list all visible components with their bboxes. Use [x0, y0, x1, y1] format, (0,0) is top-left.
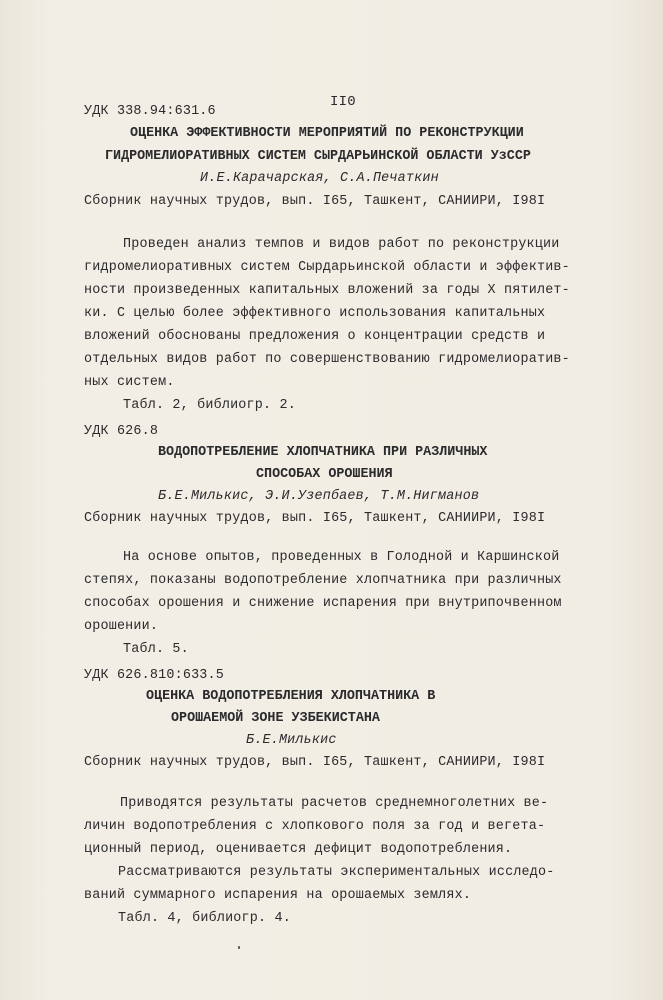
entry-title-line: ГИДРОМЕЛИОРАТИВНЫХ СИСТЕМ СЫРДАРЬИНСКОЙ ОБЛАСТИ УзССР: [105, 149, 531, 164]
abstract-line: способах орошения и снижение испарения при внутрипочвенном: [84, 596, 562, 611]
abstract-line: личин водопотребления с хлопкового поля за год и вегета-: [84, 819, 546, 834]
abstract-line: гидромелиоративных систем Сырдарьинской области и эффектив-: [84, 260, 570, 275]
entry-authors: Б.Е.Милькис: [246, 733, 337, 748]
entry-title-line: ОЦЕНКА ЭФФЕКТИВНОСТИ МЕРОПРИЯТИЙ ПО РЕКОНСТРУКЦИИ: [130, 126, 524, 141]
abstract-line: Проведен анализ темпов и видов работ по реконструкции: [123, 237, 560, 252]
abstract-line: ционный период, оценивается дефицит водопотребления.: [84, 842, 513, 857]
entry-authors: И.Е.Карачарская, С.А.Печаткин: [200, 171, 439, 186]
entry-authors: Б.Е.Милькис, Э.И.Узепбаев, Т.М.Нигманов: [158, 489, 480, 504]
entry-title-line: ОЦЕНКА ВОДОПОТРЕБЛЕНИЯ ХЛОПЧАТНИКА В: [146, 689, 436, 704]
entry-refs: Табл. 4, библиогр. 4.: [118, 911, 291, 926]
abstract-line: степях, показаны водопотребление хлопчатника при различных: [84, 573, 562, 588]
entry-title-line: ВОДОПОТРЕБЛЕНИЕ ХЛОПЧАТНИКА ПРИ РАЗЛИЧНЫХ: [158, 445, 488, 460]
udk-code: УДК 338.94:631.6: [84, 104, 216, 119]
scan-speck: [238, 946, 240, 949]
entry-refs: Табл. 2, библиогр. 2.: [123, 398, 296, 413]
abstract-line: вложений обоснованы предложения о концентрации средств и: [84, 329, 546, 344]
entry-source: Сборник научных трудов, вып. I65, Ташкент, САНИИРИ, I98I: [84, 511, 546, 526]
abstract-line: На основе опытов, проведенных в Голодной и Каршинской: [123, 550, 560, 565]
entry-title-line: СПОСОБАХ ОРОШЕНИЯ: [256, 467, 393, 482]
abstract-line: ности произведенных капитальных вложений за годы X пятилет-: [84, 283, 570, 298]
abstract-line: ки. С целью более эффективного использования капитальных: [84, 306, 546, 321]
udk-code: УДК 626.810:633.5: [84, 668, 225, 683]
abstract-line: ваний суммарного испарения на орошаемых землях.: [84, 888, 472, 903]
entry-source: Сборник научных трудов, вып. I65, Ташкент, САНИИРИ, I98I: [84, 755, 546, 770]
entry-refs: Табл. 5.: [123, 642, 189, 657]
abstract-line: ных систем.: [84, 375, 175, 390]
entry-source: Сборник научных трудов, вып. I65, Ташкент, САНИИРИ, I98I: [84, 194, 546, 209]
abstract-line: орошении.: [84, 619, 159, 634]
abstract-line: Приводятся результаты расчетов среднемноголетних ве-: [120, 796, 549, 811]
abstract-line: отдельных видов работ по совершенствованию гидромелиоратив-: [84, 352, 570, 367]
page-number: II0: [330, 94, 356, 110]
udk-code: УДК 626.8: [84, 424, 159, 439]
abstract-line: Рассматриваются результаты экспериментальных исследо-: [118, 865, 555, 880]
entry-title-line: ОРОШАЕМОЙ ЗОНЕ УЗБЕКИСТАНА: [171, 711, 380, 726]
